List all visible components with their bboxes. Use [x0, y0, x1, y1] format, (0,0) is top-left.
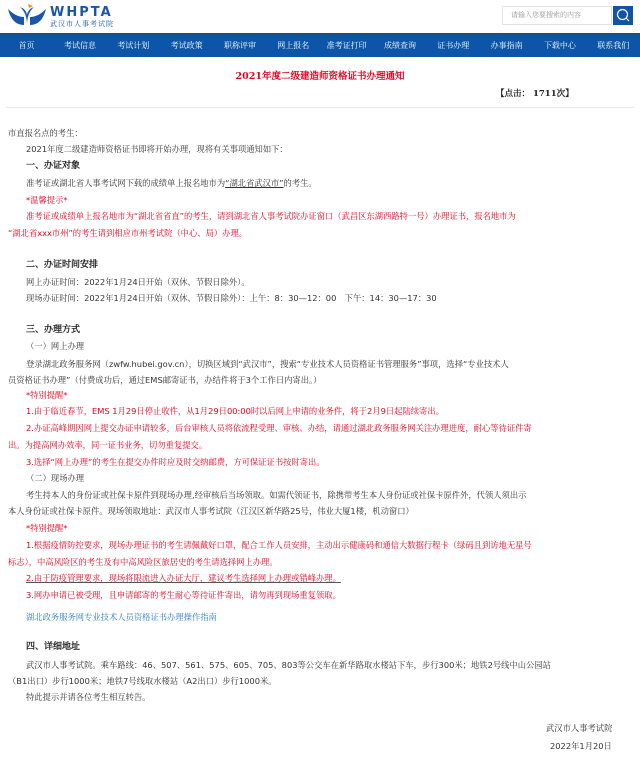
onsite-note: 2.由于防疫管理要求，现场将限流进入办证大厅，建议考生选择网上办理或错峰办理。: [26, 573, 341, 583]
tip-line: 准考证或成绩单上报名地市为“湖北省省直”的考生，请到湖北省人事考试院办证窗口（武昌区东湖西路特一号）办理证书，报名地市为: [26, 211, 516, 221]
section-1-heading: 一、办证对象: [26, 161, 81, 171]
tip-label: *温馨提示*: [26, 195, 68, 205]
section-1-text: [26, 177, 317, 189]
nav-contact[interactable]: 联系我们: [597, 41, 630, 50]
address-text: 武汉市人事考试院。乘车路线：46、507、561、575、605、705、803等公交车在新华路取水楼站下车，步行300米；地铁2号线中山公园站: [26, 660, 551, 670]
nav-exam-plan[interactable]: 考试计划: [117, 41, 150, 50]
nav-certificate[interactable]: 证书办理: [437, 41, 470, 50]
online-text: 员资格证书办理”（付费成功后，通过EMS邮寄证书，办结件将于3个工作日内寄出。）: [8, 375, 322, 385]
article-title: 2021年度二级建造师资格证书办理通知: [235, 71, 405, 82]
nav-admission-print[interactable]: 准考证打印: [326, 41, 367, 50]
signature: 武汉市人事考试院: [546, 723, 613, 733]
divider: [6, 107, 634, 108]
greeting: 市直报名点的考生：: [8, 128, 83, 138]
closing-text: 特此提示并请各位考生相互转告。: [26, 692, 151, 702]
onsite-time: 现场办证时间：2022年1月24日开始（双休、节假日除外）：上午：8：30—12：00 下午：14：30—17：30: [26, 293, 437, 303]
onsite-text: 考生持本人的身份证或社保卡原件到现场办理,经审核后当场领取。如需代领证书，除携带考生本人身份证或社保卡原件外，代领人须出示: [26, 490, 527, 500]
nav-download[interactable]: 下载中心: [543, 41, 576, 50]
intro: 2021年度二级建造师资格证书即将开始办理，现将有关事项通知如下：: [26, 144, 288, 154]
nav-home[interactable]: 首页: [18, 41, 35, 50]
logo-subtitle: 武汉市人事考试院: [50, 20, 114, 28]
nav-exam-policy[interactable]: 考试政策: [170, 41, 203, 50]
onsite-note: 标志），中高风险区的考生及有中高风险区旅居史的考生请选择网上办理。: [8, 557, 278, 567]
nav-title-review[interactable]: 职称评审: [223, 41, 256, 50]
search-input[interactable]: 请输入您要搜索的内容: [502, 6, 612, 25]
online-time: 网上办证时间：2022年1月24日开始（双休、节假日除外）。: [26, 277, 250, 287]
online-note: 3.选择“网上办理”的考生在提交办件时应及时交纳邮费，方可保证证书按时寄出。: [26, 457, 325, 467]
special-reminder-label: *特别提醒*: [26, 523, 68, 533]
subsection-online: （一）网上办理: [26, 341, 85, 351]
search-button[interactable]: [613, 6, 633, 25]
onsite-text: 本人身份证或社保卡原件。现场领取地址：武汉市人事考试院（江汉区新华路25号，伟业大厦1楼，机动窗口）: [8, 506, 414, 516]
online-text: 登录湖北政务服务网（zwfw.hubei.gov.cn），切换区域到“武汉市”，搜索“专业技术人员资格证书管理服务”事项，选择“专业技术人: [26, 359, 509, 369]
online-note: 2.办证高峰期因网上提交办证申请较多，后台审核人员将依流程受理、审核、办结，请通过湖北政务服务网关注办理进度，耐心等待证件寄: [26, 423, 532, 433]
address-text: （B1出口）步行1000米；地铁7号线取水楼站（A2出口）步行1000米。: [8, 676, 277, 686]
search-icon: [613, 6, 633, 25]
text: 的考生。: [283, 178, 317, 188]
nav-score-query[interactable]: 成绩查询: [383, 41, 416, 50]
special-reminder-label: *特别提醒*: [26, 390, 68, 400]
guide-link[interactable]: 湖北政务服务网专业技术人员资格证书办理操作指南: [26, 612, 217, 622]
subsection-onsite: （二）现场办理: [26, 473, 85, 483]
nav-guide[interactable]: 办事指南: [490, 41, 523, 50]
onsite-note: 3.网办申请已被受理，且申请邮寄的考生耐心等待证件寄出，请勿再到现场重复领取。: [26, 590, 341, 600]
section-4-heading: 四、详细地址: [26, 642, 81, 652]
logo-icon[interactable]: [6, 3, 48, 29]
nav-online-registration[interactable]: 网上报名: [277, 41, 310, 50]
logo-text: WHPTA: [50, 5, 113, 20]
online-note: 出。为提高网办效率，同一证书业务，切勿重复提交。: [8, 440, 208, 450]
site-header: [0, 0, 640, 33]
section-3-heading: 三、办理方式: [26, 325, 81, 335]
main-nav: [0, 33, 640, 57]
section-2-heading: 二、办证时间安排: [26, 260, 99, 270]
tip-line: “湖北省xxx市州”的考生请到相应市州考试院（中心、局）办理。: [8, 228, 248, 238]
online-note: 1.由于临近春节，EMS 1月29日停止收件，从1月29日00:00时以后网上申请的业务件，将于2月9日起陆续寄出。: [26, 406, 444, 416]
onsite-note: 1.根据疫情防控要求，现场办理证书的考生请佩戴好口罩，配合工作人员安排，主动出示健康码和通信大数据行程卡（绿码且到访地无星号: [26, 540, 532, 550]
text: 准考证或湖北省人事考试网下载的成绩单上报名地市为: [26, 178, 226, 188]
click-count: 【点击： 1711次】: [496, 89, 574, 99]
highlight-city: “湖北省武汉市”: [225, 178, 284, 188]
nav-exam-info[interactable]: 考试信息: [63, 41, 96, 50]
date: 2022年1月20日: [550, 741, 612, 751]
